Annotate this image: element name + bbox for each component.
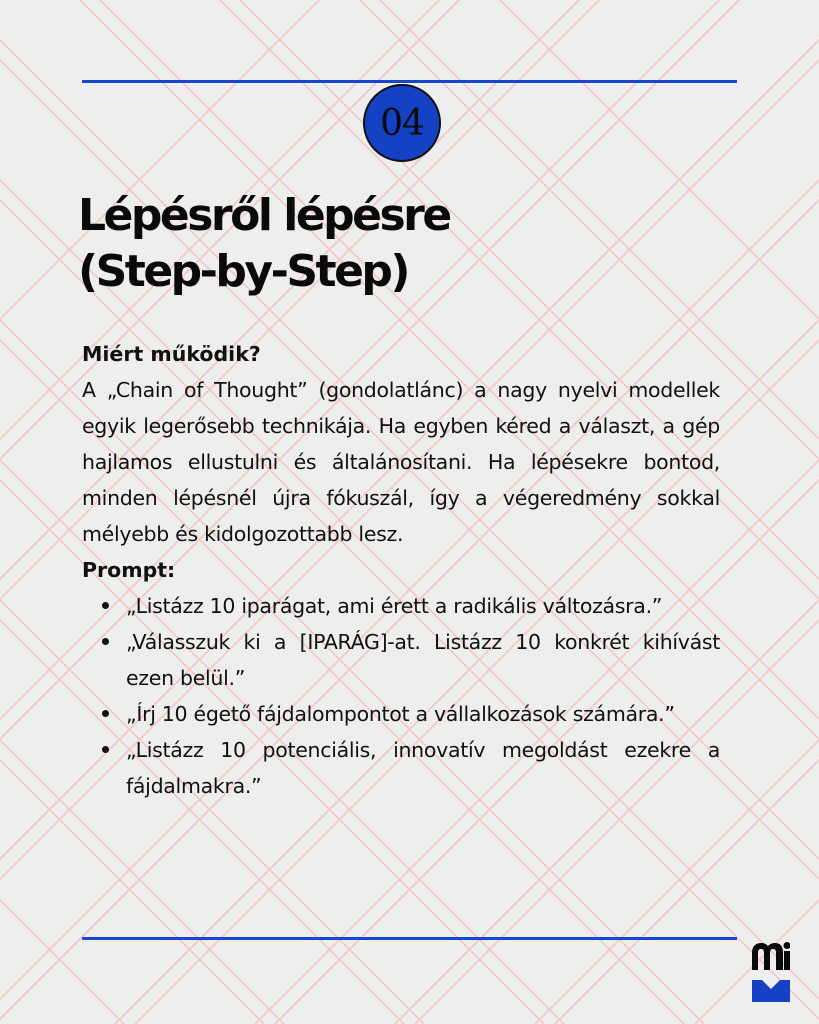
prompt-list-item: „Válasszuk ki a [IPARÁG]-at. Listázz 10 konkrét kihívást ezen belül.” bbox=[82, 624, 720, 696]
prompt-list-item: „Írj 10 égető fájdalompontot a vállalkozások számára.” bbox=[82, 696, 720, 732]
prompt-list-item: „Listázz 10 potenciális, innovatív megoldást ezekre a fájdalmakra.” bbox=[82, 732, 720, 804]
why-heading: Miért működik? bbox=[82, 342, 261, 366]
mi-logo-icon bbox=[752, 942, 790, 1002]
why-paragraph: A „Chain of Thought” (gondolatlánc) a nagy nyelvi modellek egyik legerősebb technikája. Ha egyben kéred a választ, a gép hajlamos ellustulni és általánosítani. Ha lépésekre bontod, minden lépésnél újra fókuszál, így a végeredmény sokkal mélyebb és kidolgozottabb lesz. bbox=[82, 378, 720, 546]
top-divider bbox=[82, 80, 737, 83]
step-number: 04 bbox=[380, 102, 424, 144]
prompt-list-item: „Listázz 10 iparágat, ami érett a radikális változásra.” bbox=[82, 588, 720, 624]
prompt-list bbox=[82, 588, 720, 804]
title-line-2: (Step-by-Step) bbox=[78, 246, 409, 297]
step-number-badge bbox=[363, 84, 441, 162]
page-title bbox=[78, 188, 450, 300]
prompt-heading: Prompt: bbox=[82, 558, 176, 582]
content-body bbox=[82, 336, 720, 804]
bottom-divider bbox=[82, 937, 737, 940]
title-line-1: Lépésről lépésre bbox=[78, 190, 450, 241]
